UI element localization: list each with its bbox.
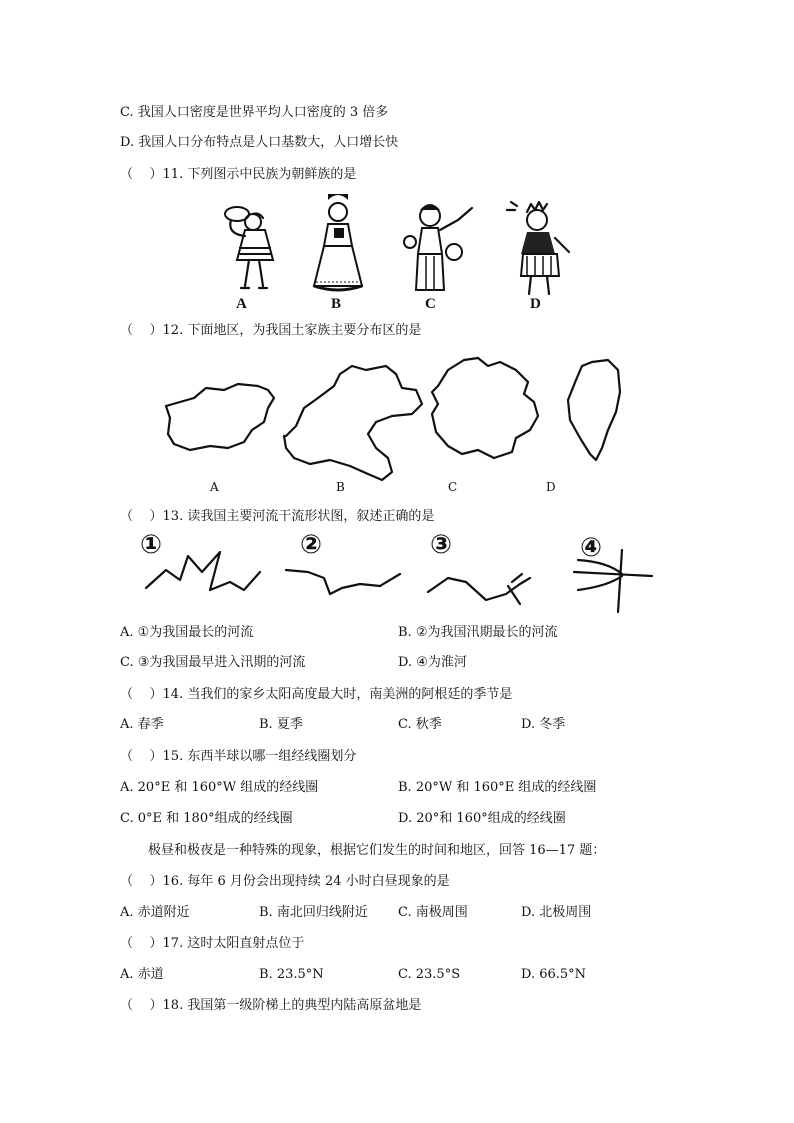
question-14-option-b: B. 夏季 — [259, 717, 303, 732]
question-13: （ ）13. 读我国主要河流干流形状图，叙述正确的是 — [120, 509, 435, 524]
region-label-a: A — [210, 480, 219, 494]
question-13-option-b: B. ②为我国汛期最长的河流 — [398, 625, 558, 640]
river-3-shape — [426, 564, 536, 606]
question-11: （ ）11. 下列图示中民族为朝鲜族的是 — [120, 167, 357, 182]
question-12: （ ）12. 下面地区，为我国土家族主要分布区的是 — [120, 323, 422, 338]
person-c-illustration — [398, 196, 478, 300]
people-label-d: D — [530, 296, 541, 312]
question-17-option-d: D. 66.5°N — [521, 967, 587, 982]
person-a-illustration — [215, 200, 275, 300]
option-d-population: D. 我国人口分布特点是人口基数大，人口增长快 — [120, 135, 399, 150]
question-15: （ ）15. 东西半球以哪一组经线圈划分 — [120, 749, 357, 764]
question-15-option-d: D. 20°和 160°组成的经线圈 — [398, 811, 566, 826]
region-d-outline — [564, 356, 626, 466]
question-18: （ ）18. 我国第一级阶梯上的典型内陆高原盆地是 — [120, 998, 422, 1013]
question-13-option-a: A. ①为我国最长的河流 — [120, 625, 254, 640]
river-label-2: ② — [300, 530, 323, 560]
river-1-shape — [144, 548, 264, 600]
question-15-option-b: B. 20°W 和 160°E 组成的经线圈 — [398, 780, 597, 795]
question-14-option-a: A. 春季 — [120, 717, 164, 732]
river-label-3: ③ — [430, 530, 453, 560]
question-14-option-d: D. 冬季 — [521, 717, 566, 732]
region-a-outline — [168, 378, 278, 458]
question-17-option-a: A. 赤道 — [120, 967, 164, 982]
river-2-shape — [284, 562, 402, 602]
option-c-population: C. 我国人口密度是世界平均人口密度的 3 倍多 — [120, 105, 389, 120]
question-16-option-a: A. 赤道附近 — [120, 905, 190, 920]
question-17-option-c: C. 23.5°S — [398, 967, 461, 982]
question-16-option-c: C. 南极周围 — [398, 905, 468, 920]
region-label-d: D — [546, 480, 556, 494]
river-4-shape — [570, 548, 654, 614]
river-label-4: ④ — [580, 533, 603, 563]
people-label-b: B — [331, 296, 342, 312]
person-b-illustration — [308, 192, 368, 300]
people-label-a: A — [236, 296, 247, 312]
section-intro-16-17: 极昼和极夜是一种特殊的现象，根据它们发生的时间和地区，回答 16—17 题： — [148, 843, 606, 858]
question-15-option-c: C. 0°E 和 180°组成的经线圈 — [120, 811, 293, 826]
question-14-option-c: C. 秋季 — [398, 717, 442, 732]
person-d-illustration — [505, 198, 577, 300]
question-16-option-d: D. 北极周围 — [521, 905, 592, 920]
question-13-option-c: C. ③为我国最早进入汛期的河流 — [120, 655, 306, 670]
people-label-c: C — [425, 296, 436, 312]
question-17-option-b: B. 23.5°N — [259, 967, 324, 982]
region-label-b: B — [336, 480, 345, 494]
question-13-option-d: D. ④为淮河 — [398, 655, 467, 670]
question-15-option-a: A. 20°E 和 160°W 组成的经线圈 — [120, 780, 319, 795]
question-14: （ ）14. 当我们的家乡太阳高度最大时，南美洲的阿根廷的季节是 — [120, 687, 513, 702]
question-17: （ ）17. 这时太阳直射点位于 — [120, 936, 305, 951]
question-16: （ ）16. 每年 6 月份会出现持续 24 小时白昼现象的是 — [120, 874, 450, 889]
region-c-outline — [420, 350, 550, 466]
question-16-option-b: B. 南北回归线附近 — [259, 905, 368, 920]
river-label-1: ① — [140, 530, 163, 560]
region-b-outline — [282, 356, 417, 474]
region-label-c: C — [448, 480, 458, 494]
